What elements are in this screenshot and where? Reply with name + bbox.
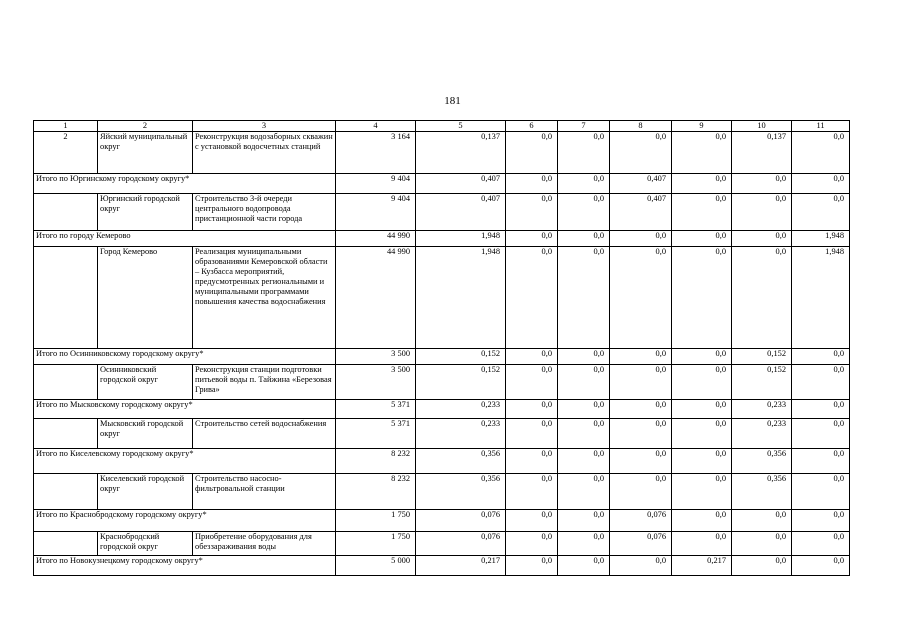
project-description: Реконструкция станции подготовки питьевой воды п. Тайжина «Березовая Грива» xyxy=(193,365,336,400)
total-title: Итого по Мысковскому городскому округу* xyxy=(34,400,336,419)
value-cell: 0,0 xyxy=(792,419,850,449)
value-cell: 0,0 xyxy=(558,231,610,247)
item-row xyxy=(34,532,850,556)
value-cell: 9 404 xyxy=(336,194,416,231)
value-cell: 0,137 xyxy=(416,132,506,174)
total-title: Итого по городу Кемерово xyxy=(34,231,336,247)
value-cell: 0,0 xyxy=(792,449,850,474)
value-cell: 0,0 xyxy=(672,449,732,474)
value-cell: 0,0 xyxy=(672,400,732,419)
value-cell: 5 371 xyxy=(336,400,416,419)
value-cell: 0,0 xyxy=(558,349,610,365)
value-cell: 0,0 xyxy=(558,449,610,474)
value-cell: 0,0 xyxy=(732,231,792,247)
value-cell: 0,0 xyxy=(610,132,672,174)
value-cell: 1,948 xyxy=(792,247,850,349)
row-index xyxy=(34,419,98,449)
column-number: 3 xyxy=(193,121,336,132)
item-row xyxy=(34,132,850,174)
value-cell: 0,076 xyxy=(610,510,672,532)
value-cell: 0,0 xyxy=(792,474,850,510)
value-cell: 0,0 xyxy=(506,532,558,556)
value-cell: 0,356 xyxy=(732,474,792,510)
project-description: Строительство сетей водоснабжения xyxy=(193,419,336,449)
value-cell: 3 500 xyxy=(336,365,416,400)
value-cell: 0,0 xyxy=(610,247,672,349)
value-cell: 1,948 xyxy=(416,231,506,247)
column-number: 6 xyxy=(506,121,558,132)
value-cell: 0,0 xyxy=(506,231,558,247)
value-cell: 0,0 xyxy=(558,556,610,576)
value-cell: 0,137 xyxy=(732,132,792,174)
value-cell: 0,407 xyxy=(416,194,506,231)
value-cell: 0,076 xyxy=(610,532,672,556)
value-cell: 0,0 xyxy=(792,132,850,174)
value-cell: 0,0 xyxy=(672,419,732,449)
value-cell: 0,0 xyxy=(558,532,610,556)
value-cell: 0,0 xyxy=(506,194,558,231)
investment-table xyxy=(33,120,850,576)
value-cell: 3 164 xyxy=(336,132,416,174)
value-cell: 5 000 xyxy=(336,556,416,576)
value-cell: 1,948 xyxy=(416,247,506,349)
column-number: 9 xyxy=(672,121,732,132)
total-title: Итого по Краснобродскому городскому округу* xyxy=(34,510,336,532)
value-cell: 0,233 xyxy=(732,419,792,449)
value-cell: 0,0 xyxy=(506,474,558,510)
value-cell: 0,217 xyxy=(672,556,732,576)
value-cell: 1 750 xyxy=(336,510,416,532)
municipality-name: Мысковский городской округ xyxy=(98,419,193,449)
total-title: Итого по Киселевскому городскому округу* xyxy=(34,449,336,474)
row-index xyxy=(34,247,98,349)
project-description: Реконструкция водозаборных скважин с установкой водосчетных станций xyxy=(193,132,336,174)
value-cell: 8 232 xyxy=(336,449,416,474)
municipality-name: Юргинский городской округ xyxy=(98,194,193,231)
value-cell: 8 232 xyxy=(336,474,416,510)
value-cell: 44 990 xyxy=(336,231,416,247)
value-cell: 1,948 xyxy=(792,231,850,247)
value-cell: 0,0 xyxy=(672,365,732,400)
total-row xyxy=(34,349,850,365)
value-cell: 0,233 xyxy=(416,419,506,449)
value-cell: 0,0 xyxy=(558,400,610,419)
total-row xyxy=(34,449,850,474)
total-row xyxy=(34,510,850,532)
total-title: Итого по Юргинскому городскому округу* xyxy=(34,174,336,194)
value-cell: 0,0 xyxy=(672,194,732,231)
value-cell: 0,217 xyxy=(416,556,506,576)
value-cell: 0,0 xyxy=(732,532,792,556)
value-cell: 0,152 xyxy=(416,365,506,400)
value-cell: 0,152 xyxy=(732,365,792,400)
value-cell: 0,0 xyxy=(558,365,610,400)
column-number: 5 xyxy=(416,121,506,132)
value-cell: 3 500 xyxy=(336,349,416,365)
column-number: 8 xyxy=(610,121,672,132)
value-cell: 44 990 xyxy=(336,247,416,349)
value-cell: 0,0 xyxy=(732,247,792,349)
value-cell: 0,0 xyxy=(732,510,792,532)
value-cell: 0,0 xyxy=(506,400,558,419)
value-cell: 0,0 xyxy=(672,231,732,247)
value-cell: 0,076 xyxy=(416,510,506,532)
row-index xyxy=(34,532,98,556)
value-cell: 0,152 xyxy=(732,349,792,365)
row-index xyxy=(34,365,98,400)
column-number: 11 xyxy=(792,121,850,132)
value-cell: 0,0 xyxy=(792,532,850,556)
value-cell: 0,0 xyxy=(558,474,610,510)
column-number: 7 xyxy=(558,121,610,132)
value-cell: 0,0 xyxy=(672,474,732,510)
value-cell: 0,0 xyxy=(610,349,672,365)
value-cell: 0,356 xyxy=(416,449,506,474)
value-cell: 0,0 xyxy=(792,174,850,194)
total-row xyxy=(34,556,850,576)
row-index xyxy=(34,194,98,231)
value-cell: 0,0 xyxy=(792,349,850,365)
project-description: Приобретение оборудования для обеззараживания воды xyxy=(193,532,336,556)
value-cell: 0,233 xyxy=(416,400,506,419)
column-number: 10 xyxy=(732,121,792,132)
value-cell: 0,233 xyxy=(732,400,792,419)
value-cell: 0,0 xyxy=(610,556,672,576)
total-title: Итого по Осинниковскому городскому округу* xyxy=(34,349,336,365)
value-cell: 0,0 xyxy=(558,194,610,231)
value-cell: 0,0 xyxy=(792,365,850,400)
value-cell: 5 371 xyxy=(336,419,416,449)
value-cell: 0,152 xyxy=(416,349,506,365)
value-cell: 0,0 xyxy=(506,510,558,532)
page-number: 181 xyxy=(444,95,461,107)
value-cell: 0,0 xyxy=(672,174,732,194)
value-cell: 0,0 xyxy=(610,231,672,247)
value-cell: 0,0 xyxy=(672,510,732,532)
value-cell: 0,0 xyxy=(610,419,672,449)
value-cell: 0,356 xyxy=(416,474,506,510)
municipality-name: Краснобродский городской округ xyxy=(98,532,193,556)
value-cell: 0,0 xyxy=(732,556,792,576)
value-cell: 0,0 xyxy=(558,247,610,349)
value-cell: 0,0 xyxy=(792,194,850,231)
item-row xyxy=(34,474,850,510)
column-number: 4 xyxy=(336,121,416,132)
value-cell: 0,407 xyxy=(416,174,506,194)
value-cell: 0,0 xyxy=(732,174,792,194)
value-cell: 1 750 xyxy=(336,532,416,556)
value-cell: 0,0 xyxy=(732,194,792,231)
value-cell: 0,0 xyxy=(672,532,732,556)
total-row xyxy=(34,174,850,194)
value-cell: 0,0 xyxy=(558,132,610,174)
value-cell: 0,0 xyxy=(506,419,558,449)
value-cell: 0,0 xyxy=(672,247,732,349)
value-cell: 0,0 xyxy=(558,510,610,532)
value-cell: 0,356 xyxy=(732,449,792,474)
municipality-name: Осинниковский городской округ xyxy=(98,365,193,400)
value-cell: 0,0 xyxy=(792,556,850,576)
item-row xyxy=(34,247,850,349)
project-description: Строительство 3-й очереди центрального водопровода пристанционной части города xyxy=(193,194,336,231)
item-row xyxy=(34,365,850,400)
item-row xyxy=(34,419,850,449)
municipality-name: Город Кемерово xyxy=(98,247,193,349)
value-cell: 0,0 xyxy=(558,419,610,449)
value-cell: 0,0 xyxy=(506,132,558,174)
municipality-name: Киселевский городской округ xyxy=(98,474,193,510)
value-cell: 0,0 xyxy=(672,132,732,174)
project-description: Реализация муниципальными образованиями Кемеровской области – Кузбасса мероприятий, предусмотренных региональными и муниципальными программами повышения качества водоснабжения xyxy=(193,247,336,349)
row-index xyxy=(34,474,98,510)
value-cell: 0,0 xyxy=(506,174,558,194)
value-cell: 0,0 xyxy=(506,247,558,349)
value-cell: 0,0 xyxy=(558,174,610,194)
value-cell: 0,0 xyxy=(506,449,558,474)
value-cell: 0,0 xyxy=(610,365,672,400)
value-cell: 0,0 xyxy=(610,474,672,510)
value-cell: 0,0 xyxy=(792,400,850,419)
value-cell: 0,0 xyxy=(506,349,558,365)
value-cell: 0,407 xyxy=(610,194,672,231)
item-row xyxy=(34,194,850,231)
column-number: 2 xyxy=(98,121,193,132)
value-cell: 0,076 xyxy=(416,532,506,556)
municipality-name: Яйский муниципальный округ xyxy=(98,132,193,174)
row-index: 2 xyxy=(34,132,98,174)
value-cell: 0,0 xyxy=(672,349,732,365)
value-cell: 0,0 xyxy=(506,556,558,576)
value-cell: 0,407 xyxy=(610,174,672,194)
value-cell: 0,0 xyxy=(610,449,672,474)
column-number-row xyxy=(34,121,850,132)
total-row xyxy=(34,400,850,419)
project-description: Строительство насосно-фильтровальной станции xyxy=(193,474,336,510)
value-cell: 0,0 xyxy=(506,365,558,400)
value-cell: 0,0 xyxy=(792,510,850,532)
total-row xyxy=(34,231,850,247)
value-cell: 9 404 xyxy=(336,174,416,194)
value-cell: 0,0 xyxy=(610,400,672,419)
total-title: Итого по Новокузнецкому городскому округу* xyxy=(34,556,336,576)
column-number: 1 xyxy=(34,121,98,132)
